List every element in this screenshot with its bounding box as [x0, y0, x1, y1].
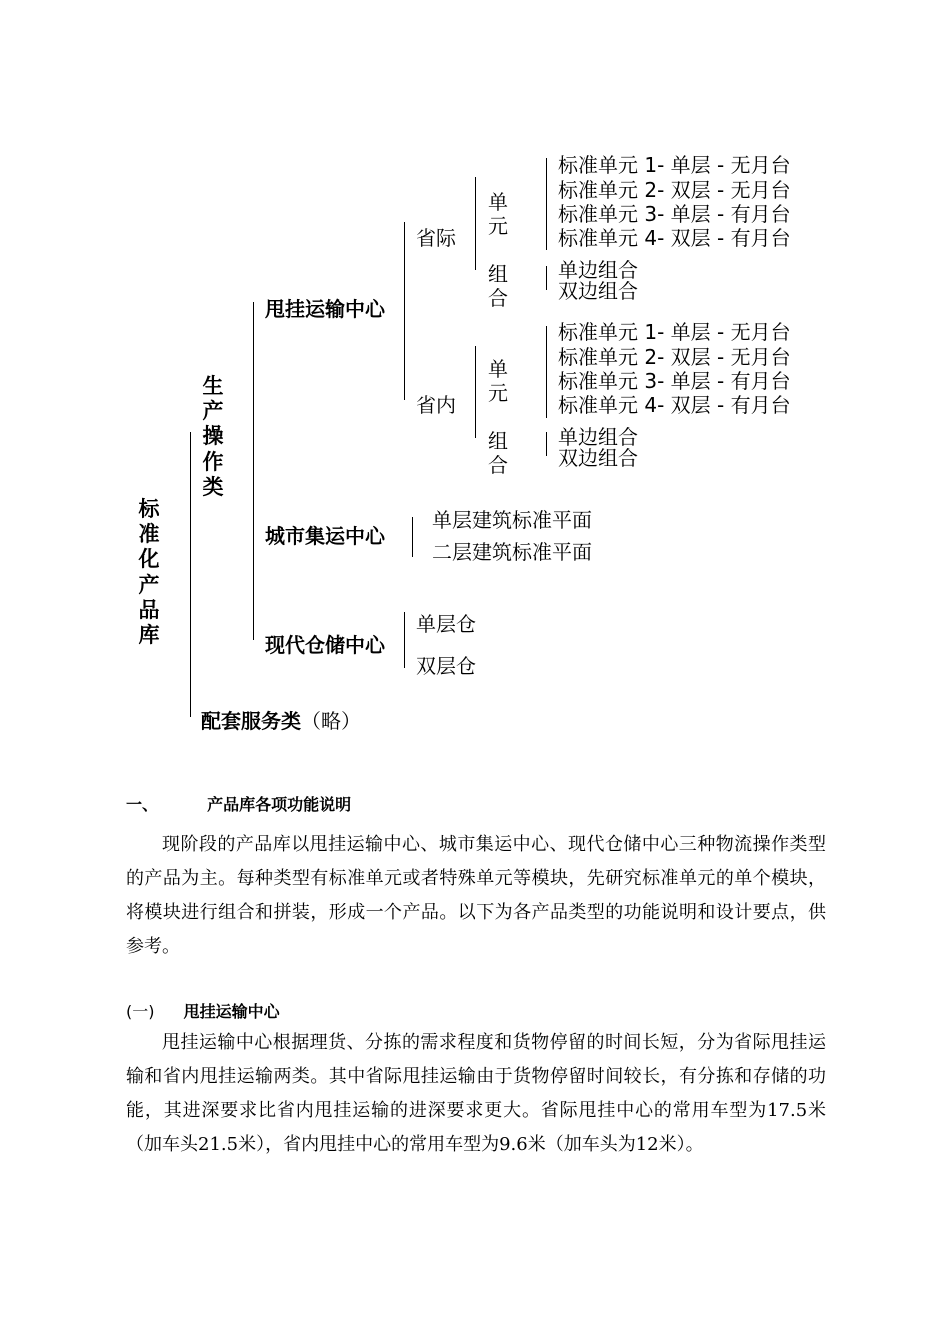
interprovincial-unit-3: 标准单元 3- 单层 - 有月台 — [558, 202, 791, 226]
service-label: 配套服务类 — [201, 709, 301, 733]
intraprovincial-combo-bracket — [546, 432, 547, 456]
warehouse-center: 现代仓储中心 — [265, 633, 385, 657]
subsection-1-body: 甩挂运输中心根据理货、分拣的需求程度和货物停留的时间长短，分为省际甩挂运输和省内甩挂运输两类。其中省际甩挂运输由于货物停留时间较长，有分拣和存储的功能，其进深要求比省内甩挂运输的进深要求更大。省际甩挂中心的常用车型为17.5米（加车头21.5米），省内甩挂中心的常用车型为9.6米（加车头为12米）。 — [126, 1032, 826, 1155]
interprovincial-label: 省际 — [416, 226, 456, 250]
intraprovincial-bracket — [475, 346, 476, 438]
warehouse-center-bracket — [404, 612, 405, 668]
subsection-1-number: (一) — [126, 1002, 155, 1021]
root-bracket — [190, 432, 191, 717]
subsection-1-title: 甩挂运输中心 — [183, 1002, 280, 1021]
interprovincial-unit-bracket — [546, 158, 547, 250]
service-category — [201, 707, 361, 735]
intraprovincial-combo-2: 双边组合 — [558, 446, 638, 470]
warehouse-center-item-1: 单层仓 — [416, 612, 476, 636]
intraprovincial-combo-1: 单边组合 — [558, 425, 638, 449]
interprovincial-unit-4: 标准单元 4- 双层 - 有月台 — [558, 226, 791, 250]
warehouse-center-item-2: 双层仓 — [416, 654, 476, 678]
trailer-center-bracket — [404, 222, 405, 400]
city-center-bracket — [412, 517, 413, 557]
interprovincial-combo: 组合 — [488, 262, 508, 310]
intraprovincial-unit-bracket — [546, 326, 547, 418]
section-1-heading — [126, 792, 351, 815]
interprovincial-combo-1: 单边组合 — [558, 258, 638, 282]
interprovincial-combo-2: 双边组合 — [558, 279, 638, 303]
city-center-item-2: 二层建筑标准平面 — [432, 540, 592, 564]
production-bracket — [253, 302, 254, 640]
intraprovincial-unit-1: 标准单元 1- 单层 - 无月台 — [558, 320, 791, 344]
interprovincial-unit-2: 标准单元 2- 双层 - 无月台 — [558, 178, 791, 202]
interprovincial-unit: 单元 — [488, 190, 508, 238]
production-category: 生产操作类 — [202, 374, 224, 499]
interprovincial-combo-bracket — [546, 266, 547, 290]
tree-root: 标准化产品库 — [138, 497, 160, 647]
interprovincial-bracket — [475, 177, 476, 270]
section-1-title: 产品库各项功能说明 — [207, 795, 352, 814]
intraprovincial-combo: 组合 — [488, 429, 508, 477]
interprovincial-unit-1: 标准单元 1- 单层 - 无月台 — [558, 153, 791, 177]
service-note: （略） — [301, 709, 361, 733]
city-center-item-1: 单层建筑标准平面 — [432, 508, 592, 532]
subsection-1-heading — [126, 999, 280, 1022]
intraprovincial-unit-4: 标准单元 4- 双层 - 有月台 — [558, 393, 791, 417]
city-center: 城市集运中心 — [265, 524, 385, 548]
trailer-center: 甩挂运输中心 — [265, 297, 385, 321]
intraprovincial-label: 省内 — [416, 393, 456, 417]
section-1-body: 现阶段的产品库以甩挂运输中心、城市集运中心、现代仓储中心三种物流操作类型的产品为主。每种类型有标准单元或者特殊单元等模块，先研究标准单元的单个模块，将模块进行组合和拼装，形成一个产品。以下为各产品类型的功能说明和设计要点，供参考。 — [126, 834, 826, 957]
intraprovincial-unit-2: 标准单元 2- 双层 - 无月台 — [558, 345, 791, 369]
section-1-number: 一、 — [126, 795, 159, 814]
intraprovincial-unit: 单元 — [488, 357, 508, 405]
intraprovincial-unit-3: 标准单元 3- 单层 - 有月台 — [558, 369, 791, 393]
